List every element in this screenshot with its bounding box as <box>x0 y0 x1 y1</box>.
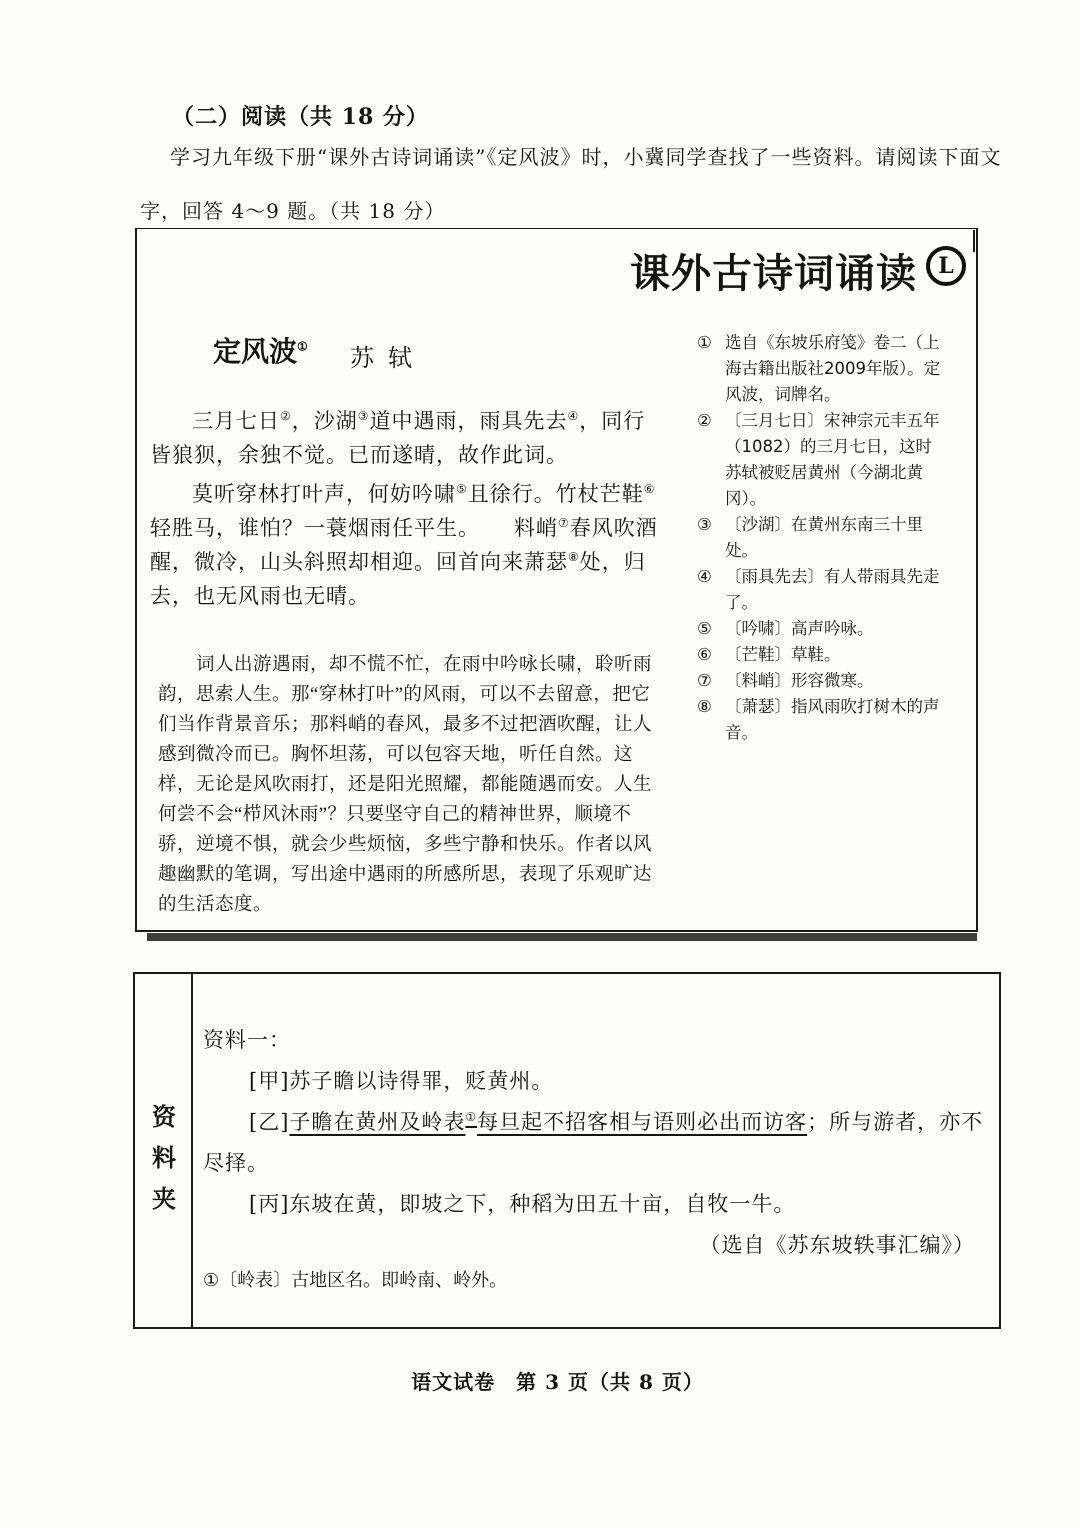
material-yi: [乙]子瞻在黄州及岭表①每旦起不招客相与语则必出而访客；所与游者，亦不尽择。 <box>203 1110 984 1175</box>
poem-preface: 三月七日②，沙湖③道中遇雨，雨具先去④，同行皆狼狈，余独不觉。已而遂晴，故作此词。 <box>150 409 646 467</box>
poem-author: 苏轼 <box>350 344 426 372</box>
note-item: ④ 〔雨具先去〕有人带雨具先走了。 <box>697 567 940 612</box>
poem-card-shadow <box>147 933 977 941</box>
note-item: ⑧ 〔萧瑟〕指风雨吹打树木的声音。 <box>697 697 940 742</box>
poem-title-text: 定风波 <box>213 335 298 368</box>
reading-intro: 学习九年级下册“课外古诗词诵读”《定风波》时，小冀同学查找了一些资料。请阅读下面文字，回答 4～9 题。（共 18 分） <box>140 145 1002 223</box>
material-jia: [甲]苏子瞻以诗得罪，贬黄州。 <box>249 1069 554 1093</box>
material-bing: [丙]东坡在黄，即坡之下，种稻为田五十亩，自牧一牛。 <box>249 1192 796 1216</box>
note-item: ⑦ 〔料峭〕形容微寒。 <box>697 671 874 690</box>
note-ref: ⑤ <box>456 482 468 496</box>
poem-title <box>213 330 308 370</box>
note-item: ③ 〔沙湖〕在黄州东南三十里处。 <box>697 515 923 560</box>
note-ref: ① <box>465 1110 478 1124</box>
card-title: 课外古诗词诵读 <box>630 250 917 297</box>
note-item: ⑥ 〔芒鞋〕草鞋。 <box>697 645 841 664</box>
material-footnote: ①〔岭表〕古地区名。即岭南、岭外。 <box>203 1270 508 1291</box>
note-ref: ⑧ <box>568 550 580 564</box>
material-folder-label: 资 料 夹 <box>152 1102 176 1213</box>
material-folder-divider <box>191 973 193 1327</box>
note-ref: ⑦ <box>558 516 570 530</box>
poem-body <box>150 404 665 613</box>
page-footer: 语文试卷 第 3 页（共 8 页） <box>411 1370 704 1394</box>
note-item: ⑤ 〔吟啸〕高声吟咏。 <box>697 619 874 638</box>
note-item: ② 〔三月七日〕宋神宗元丰五年（1082）的三月七日，这时苏轼被贬居黄州（今湖北黄冈）。 <box>697 411 940 508</box>
card-corner-mark <box>973 230 979 252</box>
note-ref: ② <box>280 409 292 423</box>
note-ref: ③ <box>357 409 370 423</box>
note-ref: ④ <box>567 409 580 423</box>
material-source: （选自《苏东坡轶事汇编》） <box>699 1233 975 1257</box>
poem-commentary: 词人出游遇雨，却不慌不忙，在雨中吟咏长啸，聆听雨韵，思索人生。那“穿林打叶”的风雨，可以不去留意，把它们当作背景音乐；那料峭的春风，最多不过把酒吹醒，让人感到微冷而已。胸怀坦荡，可以包容天地，听任自然。这样，无论是风吹雨打，还是阳光照耀，都能随遇而安。人生何尝不会“栉风沐雨”？只要坚守自己的精神世界，顺境不骄，逆境不惧，就会少些烦恼，多些宁静和快乐。作者以风趣幽默的笔调，写出途中遇雨的所感所思，表现了乐观旷达的生活态度。 <box>158 655 653 915</box>
poem-verse: 莫听穿林打叶声，何妨吟啸⑤且徐行。竹杖芒鞋⑥轻胜马，谁怕？一蓑烟雨任平生。 料峭⑦春风吹酒醒，微冷，山头斜照却相迎。回首向来萧瑟⑧处，归去，也无风雨也无晴。 <box>150 482 658 608</box>
poem-notes <box>697 330 942 746</box>
underlined-sentence: 每旦起不招客相与语则必出而访客 <box>477 1110 808 1134</box>
underlined-sentence: 子瞻在黄州及岭表 <box>289 1110 466 1134</box>
material-content <box>203 1020 995 1266</box>
note-item: ① 选自《东坡乐府笺》卷二（上海古籍出版社2009年版）。定风波，词牌名。 <box>697 333 941 404</box>
card-logo-icon: L <box>926 246 966 286</box>
poem-title-note: ① <box>297 339 308 354</box>
section-heading: （二）阅读（共 18 分） <box>172 104 429 130</box>
note-ref: ⑥ <box>643 482 656 496</box>
material-heading: 资料一： <box>203 1028 291 1052</box>
